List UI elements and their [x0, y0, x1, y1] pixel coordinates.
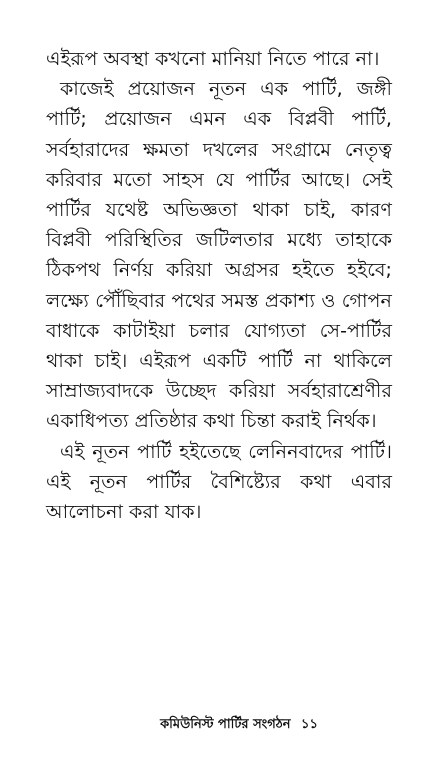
paragraph-continuation: এইরূপ অবস্থা কখনো মানিয়া নিতে পারে না।: [46, 48, 380, 70]
page-number: ১১: [301, 717, 318, 732]
page-footer: [0, 716, 432, 734]
paragraph-leninist-party: এই নূতন পার্টি হইতেছে লেনিনবাদের পার্টি। এই নূতন পার্টির বৈশিষ্ট্যের কথা এবার আলোচনা করা যাক।: [46, 440, 392, 524]
document-body: [46, 44, 392, 527]
running-title: কমিউনিস্ট পার্টির সংগঠন: [160, 717, 291, 732]
page-content: [46, 44, 392, 724]
paragraph-new-party: কাজেই প্রয়োজন নূতন এক পার্টি, জঙ্গী পার্টি; প্রয়োজন এমন এক বিপ্লবী পার্টি, সর্বহারাদের ক্ষমতা দখলের সংগ্রামে নেতৃত্ব করিবার মতো সাহস যে পার্টির আছে। সেই পার্টির যথেষ্ট অভিজ্ঞতা থাকা চাই, কারণ বিপ্লবী পরিস্থিতির জটিলতার মধ্যে তাহাকে ঠিকপথ নির্ণয় করিয়া অগ্রসর হইতে হইবে; লক্ষ্যে পৌঁছিবার পথের সমস্ত প্রকাশ্য ও গোপন বাধাকে কাটাইয়া চলার যোগ্যতা সে-পার্টির থাকা চাই। এইরূপ একটি পার্টি না থাকিলে সাম্রাজ্যবাদকে উচ্ছেদ করিয়া সর্বহারাশ্রেণীর একাধিপত্য প্রতিষ্ঠার কথা চিন্তা করাই নির্থক।: [46, 78, 392, 433]
